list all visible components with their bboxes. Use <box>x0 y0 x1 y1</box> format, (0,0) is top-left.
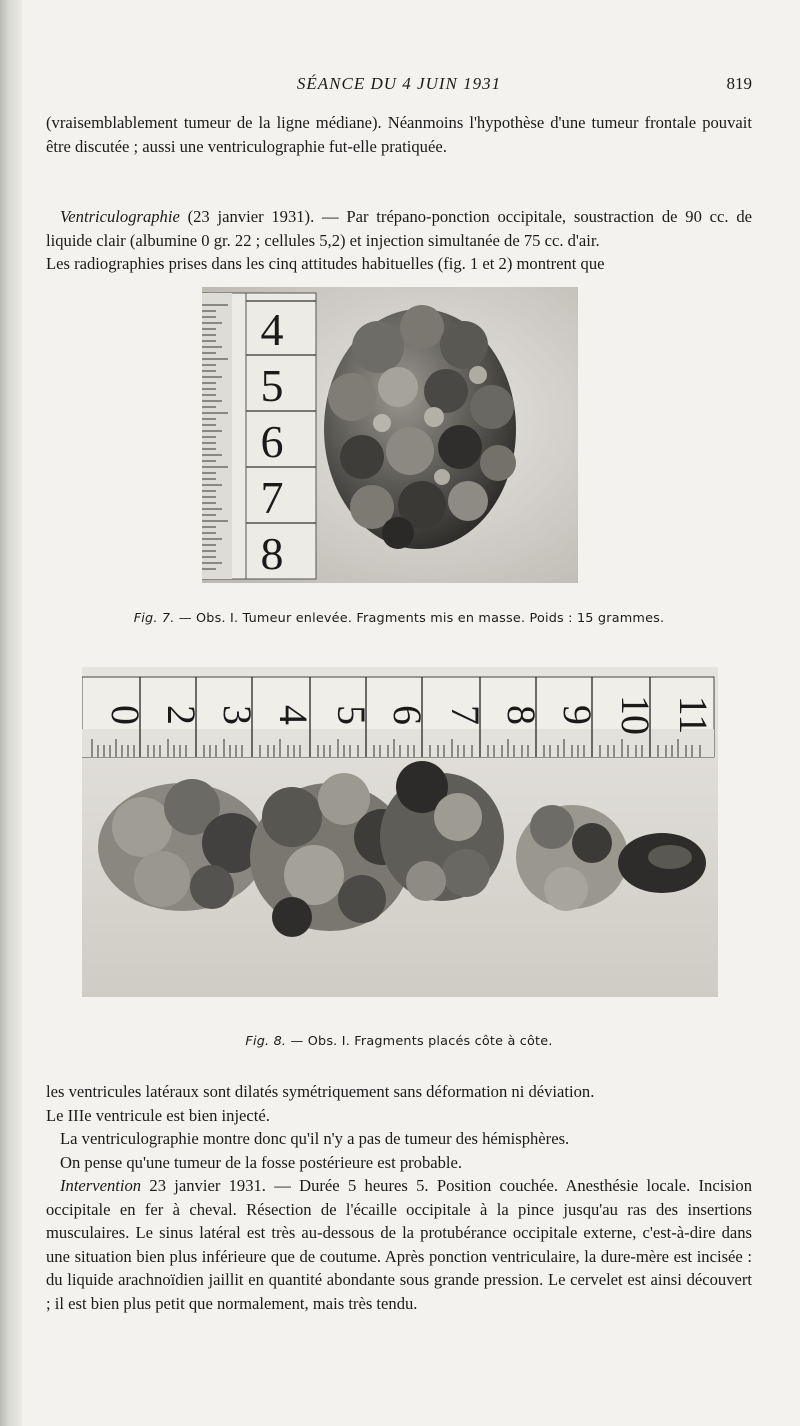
figure-8-caption-text: — Obs. I. Fragments placés côte à côte. <box>286 1034 553 1049</box>
tumor-mass-7 <box>324 305 516 549</box>
fig8-ruler-label: 7 <box>443 705 488 725</box>
lower-line-3: La ventriculographie montre donc qu'il n'y a pas de tumeur des hémisphères. <box>60 1129 570 1148</box>
fig7-ruler-label: 7 <box>260 472 284 523</box>
figure-8-svg <box>82 667 718 997</box>
paragraph-1: (vraisemblablement tumeur de la ligne médiane). Néanmoins l'hypothèse d'une tumeur frontale pouvait être discutée ; aussi une ventriculographie fut-elle pratiquée. <box>46 113 752 156</box>
figure-8-photo <box>82 667 718 997</box>
paragraph-lower <box>46 1080 752 1315</box>
fig8-ruler-label: 9 <box>555 705 600 725</box>
fig8-ruler-label: 6 <box>385 705 430 725</box>
intervention-text: 23 janvier 1931. — Durée 5 heures 5. Position couchée. Anesthésie locale. Incision occipitale en fer à cheval. Résection de l'écaille occipitale à la pince jusqu'au ras des insertions musculaires. Le sinus latéral est très au-dessous de la protubérance occipitale externe, c'est-à-dire dans une situation bien plus inférieure que de coutume. Après ponction ventriculaire, la dure-mère est incisée : du liquide arachnoïdien jaillit en quantité abondante sous grande pression. Le cervelet est ainsi découvert ; il est bien plus petit que normalement, mais très tendu. <box>46 1176 752 1313</box>
fig8-ruler-label: 11 <box>671 695 716 735</box>
paragraph-3-text: Les radiographies prises dans les cinq attitudes habituelles (fig. 1 et 2) montrent que <box>46 254 605 273</box>
page-binding-edge <box>0 0 22 1426</box>
figure-7-caption <box>46 611 752 626</box>
figure-8-label: Fig. 8. <box>245 1034 287 1049</box>
lower-line-1: les ventricules latéraux sont dilatés symétriquement sans déformation ni déviation. <box>46 1082 595 1101</box>
fig8-ruler-label: 5 <box>329 705 374 725</box>
figure-8-caption <box>46 1034 752 1049</box>
fig8-ruler-label: 0 <box>103 705 148 725</box>
fig7-ruler-label: 4 <box>260 304 284 355</box>
fig8-ruler-label: 8 <box>499 705 544 725</box>
fig8-ruler-label: 3 <box>215 705 260 725</box>
fig7-ruler-label: 5 <box>260 360 284 411</box>
paragraph-2-lead: Ventriculographie <box>60 207 180 226</box>
fig7-ruler-label: 8 <box>260 528 284 579</box>
figure-7-photo <box>202 287 578 583</box>
lower-line-4: On pense qu'une tumeur de la fosse postérieure est probable. <box>60 1152 463 1172</box>
fig7-ruler-label: 6 <box>260 416 284 467</box>
fig8-ruler-label: 4 <box>271 705 316 725</box>
lower-paragraph-intervention <box>46 1174 752 1315</box>
figure-7-label: Fig. 7. <box>133 611 175 626</box>
lower-line-2: Le IIIe ventricule est bien injecté. <box>46 1105 270 1125</box>
page-number: 819 <box>726 74 752 93</box>
figure-7-caption-text: — Obs. I. Tumeur enlevée. Fragments mis en masse. Poids : 15 grammes. <box>174 611 665 626</box>
paragraph-2-text: (23 janvier 1931). — Par trépano-ponction occipitale, soustraction de 90 cc. de liquide clair (albumine 0 gr. 22 ; cellules 5,2) et injection simultanée de 75 cc. d'air. <box>46 207 752 250</box>
running-title: SÉANCE DU 4 JUIN 1931 <box>296 74 502 93</box>
fig8-ruler-label: 10 <box>613 695 658 735</box>
fig8-ruler-label: 2 <box>159 705 204 725</box>
paragraph-2 <box>46 205 752 276</box>
running-header <box>46 74 752 98</box>
intervention-lead: Intervention <box>60 1176 142 1195</box>
figure-7-svg <box>202 287 578 583</box>
